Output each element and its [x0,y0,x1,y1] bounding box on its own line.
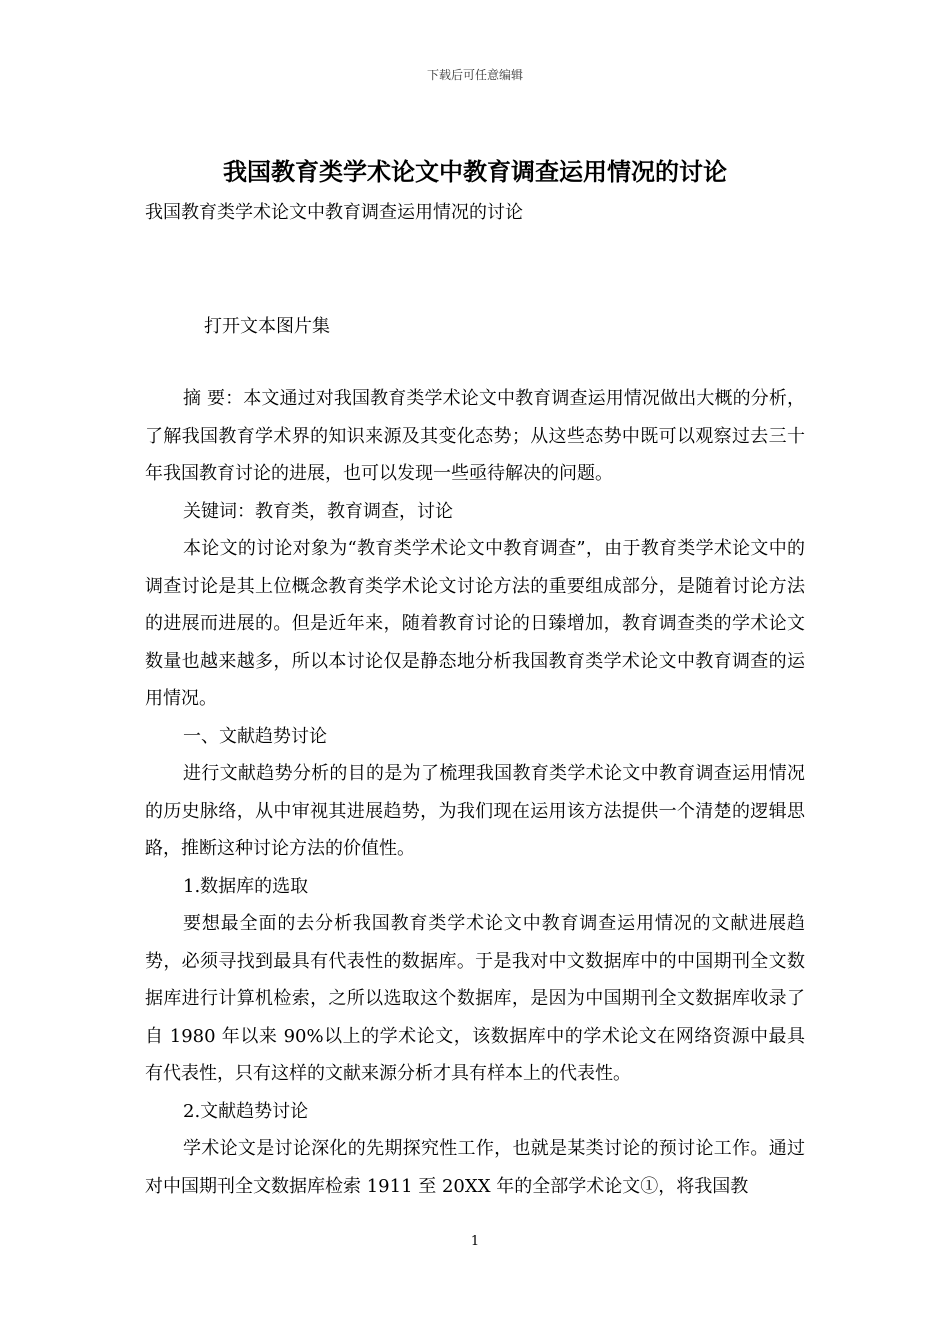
open-image-gallery-link[interactable]: 打开文本图片集 [204,316,330,337]
page-header: 下载后可任意编辑 [426,68,523,82]
subsection-paragraph: 要想最全面的去分析我国教育类学术论文中教育调查运用情况的文献进展趋势，必须寻找到最具有代表性的数据库。于是我对中文数据库中的中国期刊全文数据库进行计算机检索，之所以选取这个数据库，是因为中国期刊全文数据库收录了自 1980 年以来 90%以上的学术论文，该数据库中的学术论文在网络资源中最具有代表性，只有这样的文献来源分析才具有样本上的代表性。 [145,913,805,1084]
section-heading: 一、文献趋势讨论 [183,725,327,747]
subsection-heading: 1.数据库的选取 [183,875,309,897]
abstract-paragraph: 摘 要：本文通过对我国教育类学术论文中教育调查运用情况做出大概的分析，了解我国教育学术界的知识来源及其变化态势；从这些态势中既可以观察过去三十年我国教育讨论的进展，也可以发现一些亟待解决的问题。 [145,388,805,484]
body-text [145,380,805,1205]
keywords-paragraph: 关键词：教育类，教育调查，讨论 [183,500,453,522]
page-number: 1 [470,1234,480,1249]
subsection-paragraph: 学术论文是讨论深化的先期探究性工作，也就是某类讨论的预讨论工作。通过对中国期刊全文数据库检索 1911 至 20XX 年的全部学术论文①，将我国教 [145,1138,805,1197]
document-title: 我国教育类学术论文中教育调查运用情况的讨论 [223,158,727,186]
document-subtitle: 我国教育类学术论文中教育调查运用情况的讨论 [145,202,523,223]
section-paragraph: 进行文献趋势分析的目的是为了梳理我国教育类学术论文中教育调查运用情况的历史脉络，从中审视其进展趋势，为我们现在运用该方法提供一个清楚的逻辑思路，推断这种讨论方法的价值性。 [145,763,805,859]
intro-paragraph: 本论文的讨论对象为“教育类学术论文中教育调查”，由于教育类学术论文中的调查讨论是其上位概念教育类学术论文讨论方法的重要组成部分，是随着讨论方法的进展而进展的。但是近年来，随着教育讨论的日臻增加，教育调查类的学术论文数量也越来越多，所以本讨论仅是静态地分析我国教育类学术论文中教育调查的运用情况。 [145,538,805,709]
subsection-heading: 2.文献趋势讨论 [183,1100,309,1122]
